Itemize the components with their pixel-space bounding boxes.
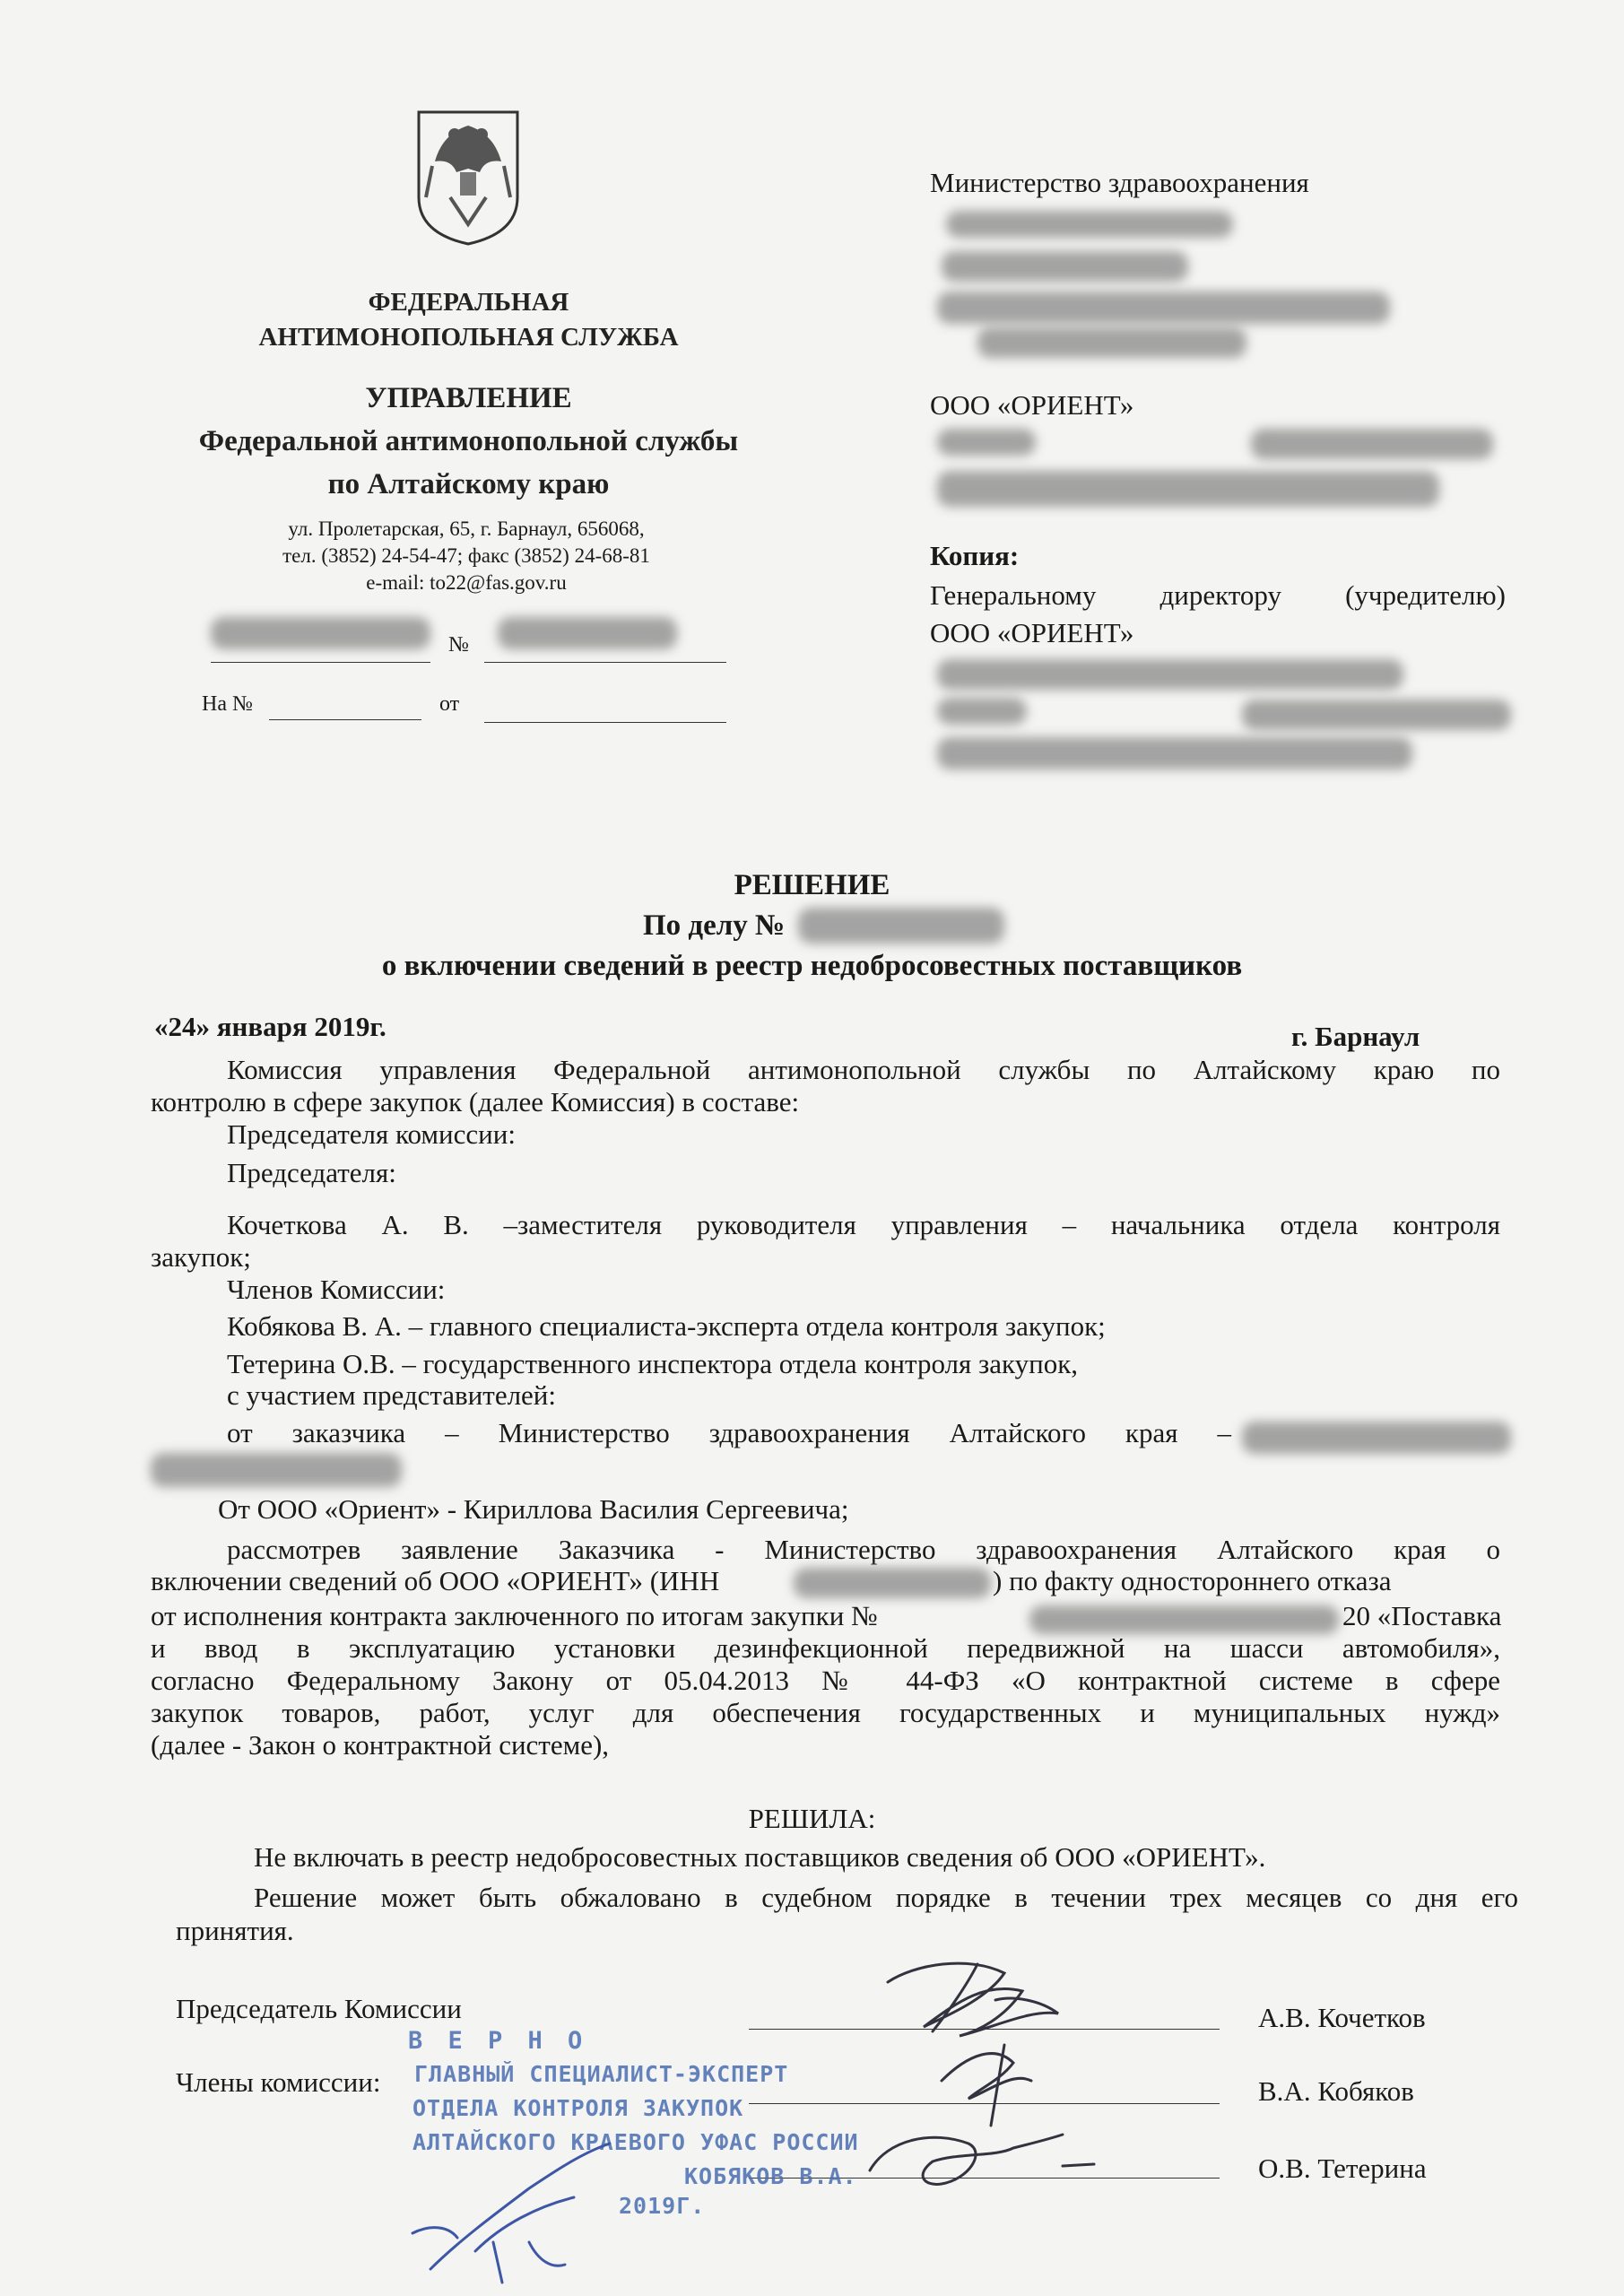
redacted-copy-line [937,737,1412,770]
from-label: от [439,692,460,716]
body-line: Комиссия управления Федеральной антимонопольной службы по Алтайскому краю по [227,1054,1500,1085]
member2-name: О.В. Тетерина [1258,2152,1427,2184]
stamp-name: КОБЯКОВ В.А. [684,2163,857,2189]
document-subject: о включении сведений в реестр недобросовестных поставщиков [381,950,1243,982]
body-line: закупок товаров, работ, услуг для обеспечения государственных и муниципальных нужд» [151,1697,1500,1728]
stamp-line: ГЛАВНЫЙ СПЕЦИАЛИСТ-ЭКСПЕРТ [414,2061,789,2087]
from-underline [484,722,726,723]
copy-recipient-org: ООО «ОРИЕНТ» [930,617,1134,648]
decision-line: Не включать в реестр недобросовестных поставщиков сведения об ООО «ОРИЕНТ». [254,1841,1266,1873]
department-name: УПРАВЛЕНИЕ Федеральной антимонопольной службы по Алтайскому краю [198,382,739,500]
body-line: Членов Комиссии: [227,1274,446,1305]
document-title: РЕШЕНИЕ [734,869,890,901]
body-line: 20 «Поставка [1342,1600,1502,1631]
stamp-line: ОТДЕЛА КОНТРОЛЯ ЗАКУПОК [413,2095,744,2121]
ref-label: На № [202,692,253,716]
body-line: От ООО «Ориент» - Кириллова Василия Сергеевича; [218,1493,849,1525]
redacted-copy-line [937,659,1403,690]
coat-of-arms-icon [401,90,535,247]
redacted-purchase-number [1029,1605,1339,1634]
body-line: и ввод в эксплуатацию установки дезинфекционной передвижной на шасси автомобиля», [151,1632,1500,1664]
recipient-ministry: Министерство здравоохранения [930,167,1309,198]
body-line: с участием представителей: [227,1379,557,1411]
body-line: включении сведений об ООО «ОРИЕНТ» (ИНН [151,1565,720,1596]
chair-label: Председатель Комиссии [176,1993,462,2024]
sender-contacts [197,516,735,596]
body-line: Председателя: [227,1157,396,1188]
copy-recipient: Генеральному директору (учредителю) [930,579,1506,611]
redacted-recipient-line [942,251,1188,282]
decision-line: Решение может быть обжаловано в судебном порядке в течении трех месяцев со дня его [254,1882,1518,1913]
copy-label: Копия: [930,540,1020,571]
sender-email: e-mail: to22@fas.gov.ru [366,571,567,594]
redacted-recipient-line [977,327,1246,358]
chair-name: А.В. Кочетков [1258,2002,1426,2033]
body-line: от заказчика – Министерство здравоохранения Алтайского края – [227,1417,1231,1448]
redacted-case-number [798,908,1004,944]
redacted-date [211,617,430,649]
sender-address: ул. Пролетарская, 65, г. Барнаул, 656068, [288,517,645,540]
number-label: № [448,633,469,657]
stamp-line: АЛТАЙСКОГО КРАЕВОГО УФАС РОССИИ [413,2129,859,2155]
body-line: Председателя комиссии: [227,1118,516,1150]
case-label: По делу № [643,909,786,942]
blue-pen-signature [395,2117,690,2296]
redacted-recipient-line [937,429,1036,456]
ref-underline [269,719,421,720]
date-underline [211,662,430,663]
stamp-date: 2019Г. [619,2193,706,2219]
redacted-copy-line [937,698,1027,725]
stamp-verno: В Е Р Н О [408,2027,588,2055]
redacted-recipient-line [1251,429,1493,459]
decision-line: принятия. [176,1915,294,1946]
redacted-number [498,617,677,649]
redacted-copy-line [1242,700,1511,730]
redacted-customer-rep [1242,1422,1511,1454]
signatures-handwritten [834,1946,1130,2206]
sender-phone: тел. (3852) 24-54-47; факс (3852) 24-68-81 [282,544,650,567]
body-line: Кобякова В. А. – главного специалиста-эксперта отдела контроля закупок; [227,1310,1106,1342]
decision-heading: РЕШИЛА: [748,1803,876,1834]
redacted-inn [794,1568,991,1598]
recipient-orient: ООО «ОРИЕНТ» [930,389,1134,421]
body-line: согласно Федеральному Закону от 05.04.2013 № 44-ФЗ «О контрактной системе в сфере [151,1665,1500,1696]
body-line: контролю в сфере закупок (далее Комиссия) в составе: [151,1086,800,1118]
redacted-recipient-line [937,471,1439,507]
body-line: от исполнения контракта заключенного по итогам закупки № [151,1600,878,1631]
decision-date: «24» января 2019г. [154,1011,386,1042]
body-line: (далее - Закон о контрактной системе), [151,1729,610,1761]
decision-city: г. Барнаул [1291,1021,1420,1052]
agency-name: ФЕДЕРАЛЬНАЯ АНТИМОНОПОЛЬНАЯ СЛУЖБА [258,288,679,352]
member1-name: В.А. Кобяков [1258,2075,1414,2107]
redacted-recipient-line [946,211,1233,238]
body-line: Кочеткова А. В. –заместителя руководителя управления – начальника отдела контроля [227,1209,1500,1240]
number-underline [484,662,726,663]
redacted-recipient-line [937,291,1390,324]
body-line: рассмотрев заявление Заказчика - Министерство здравоохранения Алтайского края о [227,1534,1500,1565]
members-label: Члены комиссии: [176,2066,381,2098]
body-line: Тетерина О.В. – государственного инспектора отдела контроля закупок, [227,1348,1079,1379]
redacted-customer-rep [151,1453,402,1487]
body-line: ) по факту одностороннего отказа [993,1565,1392,1596]
body-line: закупок; [151,1241,251,1273]
